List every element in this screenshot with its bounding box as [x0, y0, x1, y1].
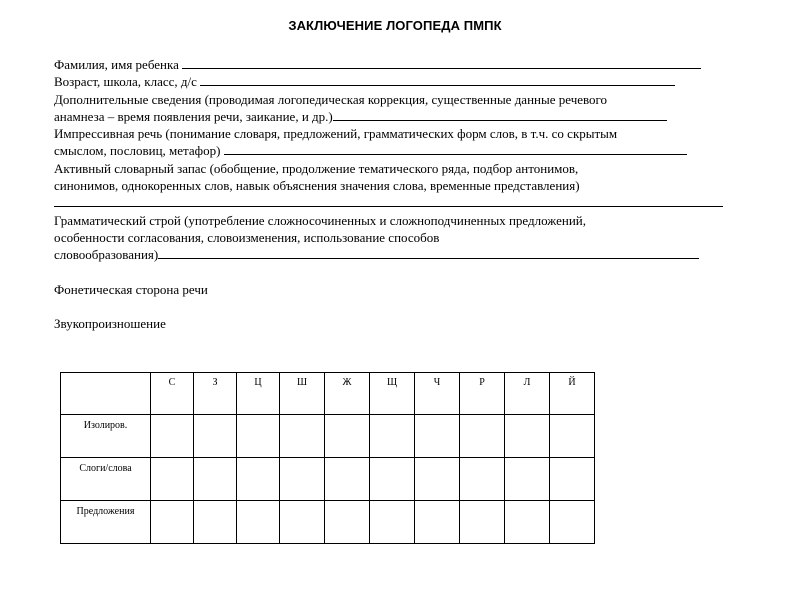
vocabulary-label-1: Активный словарный запас (обобщение, продолжение тематического ряда, подбор антонимов, [54, 160, 579, 176]
table-cell[interactable] [460, 415, 505, 458]
table-cell[interactable] [415, 415, 460, 458]
additional-info-row-2 [54, 108, 734, 125]
table-cell[interactable] [505, 415, 550, 458]
additional-info-label-2: анамнеза – время появления речи, заикание, и др.) [54, 108, 333, 124]
column-header: Л [505, 373, 550, 415]
additional-info-field[interactable] [333, 108, 667, 121]
impressive-speech-row-2 [54, 142, 734, 159]
table-cell[interactable] [325, 458, 370, 501]
table-cell[interactable] [237, 415, 280, 458]
document-title: ЗАКЛЮЧЕНИЕ ЛОГОПЕДА ПМПК [288, 18, 502, 33]
impressive-speech-label-2: смыслом, пословиц, метафор) [54, 143, 221, 159]
table-cell[interactable] [151, 501, 194, 544]
table-cell[interactable] [151, 415, 194, 458]
sound-pronunciation-label: Звукопроизношение [54, 316, 166, 332]
table-row [61, 501, 595, 544]
table-cell[interactable] [370, 458, 415, 501]
column-header: Ж [325, 373, 370, 415]
child-name-field[interactable] [182, 56, 701, 69]
phonetic-row [54, 281, 734, 298]
table-cell[interactable] [237, 501, 280, 544]
column-header: Щ [370, 373, 415, 415]
table-corner-cell [61, 373, 151, 415]
column-header: С [151, 373, 194, 415]
spacer [54, 264, 734, 281]
column-header: З [194, 373, 237, 415]
table-cell[interactable] [194, 458, 237, 501]
grammar-row-3 [54, 246, 734, 263]
impressive-speech-label-1: Импрессивная речь (понимание словаря, предложений, грамматических форм слов, в т.ч. со скрытым [54, 126, 618, 142]
additional-info-row-1 [54, 91, 734, 108]
table-cell[interactable] [505, 458, 550, 501]
table-cell[interactable] [370, 415, 415, 458]
age-school-row [54, 73, 734, 90]
table-cell[interactable] [370, 501, 415, 544]
grammar-label-3: словообразования) [54, 247, 159, 263]
table-cell[interactable] [280, 501, 325, 544]
grammar-row-1 [54, 212, 734, 229]
impressive-speech-row-1 [54, 125, 734, 142]
table-cell[interactable] [415, 501, 460, 544]
conclusion-form [54, 56, 734, 333]
grammar-row-2 [54, 229, 734, 246]
table-cell[interactable] [325, 415, 370, 458]
column-header: Ч [415, 373, 460, 415]
table-row [61, 458, 595, 501]
vocabulary-row-2 [54, 177, 734, 194]
table-cell[interactable] [415, 458, 460, 501]
sound-pronunciation-table [60, 372, 595, 544]
sound-pronunciation-row [54, 315, 734, 332]
child-name-label: Фамилия, имя ребенка [54, 57, 179, 72]
table-cell[interactable] [151, 458, 194, 501]
row-label: Предложения [61, 501, 151, 544]
vocabulary-label-2: синонимов, однокоренных слов, навык объяснения значения слова, временные представления) [54, 178, 580, 194]
table-cell[interactable] [505, 501, 550, 544]
vocabulary-answer-row [54, 194, 734, 211]
spacer [54, 298, 734, 315]
row-label: Изолиров. [61, 415, 151, 458]
column-header: Ш [280, 373, 325, 415]
table-cell[interactable] [280, 458, 325, 501]
grammar-label-2: особенности согласования, словоизменения, использование способов [54, 229, 440, 245]
grammar-field[interactable] [158, 246, 699, 259]
table-cell[interactable] [194, 501, 237, 544]
impressive-speech-field[interactable] [224, 142, 687, 155]
table-row [61, 415, 595, 458]
table-cell[interactable] [550, 458, 595, 501]
grammar-label-1: Грамматический строй (употребление сложносочиненных и сложноподчиненных предложений, [54, 212, 586, 228]
table-cell[interactable] [460, 458, 505, 501]
vocabulary-field[interactable] [54, 194, 723, 207]
age-school-field[interactable] [200, 73, 675, 86]
table-cell[interactable] [237, 458, 280, 501]
table-cell[interactable] [194, 415, 237, 458]
column-header: Р [460, 373, 505, 415]
vocabulary-row-1 [54, 160, 734, 177]
row-label: Слоги/слова [61, 458, 151, 501]
child-name-row [54, 56, 734, 73]
age-school-label: Возраст, школа, класс, д/с [54, 74, 197, 90]
table-cell[interactable] [325, 501, 370, 544]
phonetic-label: Фонетическая сторона речи [54, 281, 208, 297]
additional-info-label-1: Дополнительные сведения (проводимая логопедическая коррекция, существенные данные речевого [54, 91, 608, 107]
column-header: Й [550, 373, 595, 415]
table-cell[interactable] [550, 501, 595, 544]
table-cell[interactable] [280, 415, 325, 458]
table-header-row [61, 373, 595, 415]
table-cell[interactable] [460, 501, 505, 544]
column-header: Ц [237, 373, 280, 415]
table-cell[interactable] [550, 415, 595, 458]
